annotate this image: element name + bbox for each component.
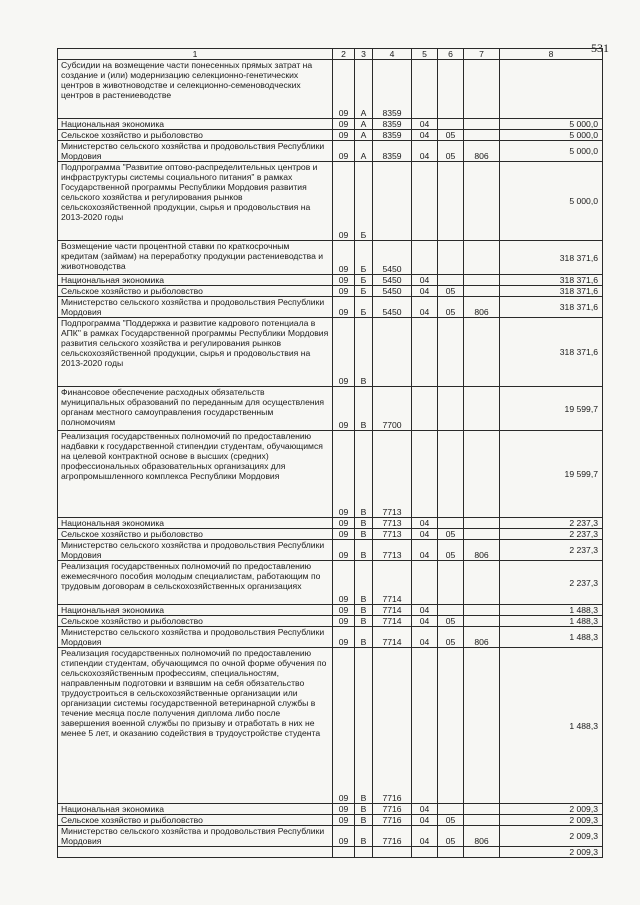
row-code-3: В	[355, 804, 373, 815]
row-code-5: 04	[412, 119, 438, 130]
row-name: Министерство сельского хозяйства и продовольствия Республики Мордовия	[58, 826, 333, 847]
row-code-4: 7716	[373, 804, 412, 815]
row-code-5: 04	[412, 297, 438, 318]
row-name: Сельское хозяйство и рыболовство	[58, 616, 333, 627]
row-code-2: 09	[333, 119, 355, 130]
row-code-7	[464, 804, 500, 815]
row-name: Реализация государственных полномочий по предоставлению ежемесячного пособия молодым специалистам, работающим по трудовым договорам в сельскохозяйственных организациях	[58, 561, 333, 605]
row-code-3: В	[355, 648, 373, 804]
row-code-7: 806	[464, 540, 500, 561]
row-code-5: 04	[412, 804, 438, 815]
table-row	[58, 616, 603, 627]
row-code-2: 09	[333, 605, 355, 616]
row-name: Национальная экономика	[58, 119, 333, 130]
row-code-3: В	[355, 616, 373, 627]
row-amount: 318 371,6	[500, 275, 603, 286]
row-code-2: 09	[333, 297, 355, 318]
row-code-3: В	[355, 540, 373, 561]
row-code-5	[412, 561, 438, 605]
row-name: Субсидии на возмещение части понесенных прямых затрат на создание и (или) модернизацию селекционно-генетических центров в животноводстве и селекционно-семеноводческих центров в растениеводстве	[58, 60, 333, 119]
table-row	[58, 648, 603, 804]
row-code-4	[373, 318, 412, 387]
row-amount: 5 000,0	[500, 130, 603, 141]
row-code-7	[464, 241, 500, 275]
row-code-5: 04	[412, 605, 438, 616]
table-row	[58, 241, 603, 275]
row-code-6: 05	[438, 815, 464, 826]
row-amount: 2 237,3	[500, 540, 603, 561]
row-code-4: 5450	[373, 297, 412, 318]
row-amount: 5 000,0	[500, 141, 603, 162]
table-row	[58, 275, 603, 286]
table-row	[58, 162, 603, 241]
row-code-6	[438, 119, 464, 130]
row-code-5: 04	[412, 529, 438, 540]
row-name: Сельское хозяйство и рыболовство	[58, 529, 333, 540]
table-row	[58, 141, 603, 162]
row-amount	[500, 60, 603, 119]
row-code-3: А	[355, 130, 373, 141]
row-amount: 2 009,3	[500, 847, 603, 858]
row-code-5: 04	[412, 130, 438, 141]
row-code-6	[438, 60, 464, 119]
column-header: 2	[333, 49, 355, 60]
row-code-7	[464, 130, 500, 141]
row-amount: 5 000,0	[500, 119, 603, 130]
column-header: 6	[438, 49, 464, 60]
row-code-7	[464, 605, 500, 616]
table-row	[58, 529, 603, 540]
table-row	[58, 297, 603, 318]
row-amount: 5 000,0	[500, 162, 603, 241]
row-code-2: 09	[333, 431, 355, 518]
table-row	[58, 540, 603, 561]
row-code-7	[464, 847, 500, 858]
row-amount: 19 599,7	[500, 387, 603, 431]
row-code-7: 806	[464, 627, 500, 648]
row-code-4	[373, 847, 412, 858]
row-code-4: 7713	[373, 540, 412, 561]
row-code-2: 09	[333, 286, 355, 297]
row-code-6	[438, 605, 464, 616]
row-code-2: 09	[333, 518, 355, 529]
row-code-6: 05	[438, 297, 464, 318]
row-amount: 2 237,3	[500, 529, 603, 540]
row-code-2: 09	[333, 130, 355, 141]
row-amount: 318 371,6	[500, 241, 603, 275]
row-code-4: 8359	[373, 130, 412, 141]
row-amount: 1 488,3	[500, 616, 603, 627]
row-code-4: 7700	[373, 387, 412, 431]
row-amount: 2 237,3	[500, 561, 603, 605]
row-code-6: 05	[438, 627, 464, 648]
row-code-3: В	[355, 318, 373, 387]
table-row	[58, 387, 603, 431]
row-code-2	[333, 847, 355, 858]
table-row	[58, 518, 603, 529]
row-code-3: А	[355, 141, 373, 162]
row-name: Реализация государственных полномочий по предоставлению надбавки к государственной стипендии студентам, обучающимся на целевой контрактной основе в высших (средних) профессиональных образовательных организациях для агропромышленного комплекса Республики Мордовия	[58, 431, 333, 518]
row-code-2: 09	[333, 815, 355, 826]
row-code-5	[412, 431, 438, 518]
row-name: Возмещение части процентной ставки по краткосрочным кредитам (займам) на переработку продукции растениеводства и животноводства	[58, 241, 333, 275]
table-row	[58, 119, 603, 130]
column-header: 8	[500, 49, 603, 60]
row-code-4: 8359	[373, 141, 412, 162]
row-amount: 19 599,7	[500, 431, 603, 518]
page-number: 531	[591, 41, 609, 55]
row-code-6: 05	[438, 130, 464, 141]
row-code-3: В	[355, 627, 373, 648]
row-code-3: В	[355, 605, 373, 616]
row-amount: 1 488,3	[500, 648, 603, 804]
row-name: Сельское хозяйство и рыболовство	[58, 815, 333, 826]
row-amount: 2 009,3	[500, 804, 603, 815]
row-code-3: В	[355, 826, 373, 847]
row-name: Министерство сельского хозяйства и продовольствия Республики Мордовия	[58, 540, 333, 561]
table-row	[58, 804, 603, 815]
row-code-4: 7713	[373, 518, 412, 529]
row-code-6: 05	[438, 616, 464, 627]
row-name	[58, 847, 333, 858]
column-header: 1	[58, 49, 333, 60]
row-code-6	[438, 518, 464, 529]
table-row	[58, 561, 603, 605]
row-name: Министерство сельского хозяйства и продовольствия Республики Мордовия	[58, 141, 333, 162]
row-code-2: 09	[333, 648, 355, 804]
row-code-4: 7716	[373, 826, 412, 847]
column-header: 4	[373, 49, 412, 60]
table-row	[58, 815, 603, 826]
row-code-5	[412, 60, 438, 119]
row-code-5	[412, 387, 438, 431]
row-code-2: 09	[333, 60, 355, 119]
row-code-6	[438, 804, 464, 815]
table-row	[58, 286, 603, 297]
row-amount: 2 009,3	[500, 815, 603, 826]
row-code-5: 04	[412, 518, 438, 529]
table-row	[58, 130, 603, 141]
table-row	[58, 605, 603, 616]
row-code-4: 7713	[373, 529, 412, 540]
row-code-7	[464, 431, 500, 518]
row-code-4: 5450	[373, 241, 412, 275]
row-code-6	[438, 648, 464, 804]
row-code-4: 5450	[373, 275, 412, 286]
row-code-5	[412, 648, 438, 804]
row-code-4: 7714	[373, 616, 412, 627]
table-row	[58, 826, 603, 847]
row-code-7	[464, 162, 500, 241]
row-code-5	[412, 318, 438, 387]
row-code-7: 806	[464, 826, 500, 847]
row-code-6: 05	[438, 141, 464, 162]
row-code-2: 09	[333, 561, 355, 605]
row-name: Сельское хозяйство и рыболовство	[58, 286, 333, 297]
column-header: 7	[464, 49, 500, 60]
row-code-5: 04	[412, 286, 438, 297]
row-name: Реализация государственных полномочий по предоставлению стипендии студентам, обучающимся по очной форме обучения по сельскохозяйственным профессиям, специальностям, направленным подготовки и взявшим на себя обязательство трудоустроиться в сельскохозяйственные организации или организации системы государственной ветеринарной службы в течение месяца после получения диплома либо после завершения военной службы по призыву и отработать в них не менее 5 лет, и оказанию содействия в трудоустройстве студента	[58, 648, 333, 804]
row-code-2: 09	[333, 162, 355, 241]
row-code-5: 04	[412, 540, 438, 561]
row-code-6	[438, 275, 464, 286]
row-code-6: 05	[438, 286, 464, 297]
row-code-7	[464, 286, 500, 297]
row-code-4: 5450	[373, 286, 412, 297]
row-code-6	[438, 241, 464, 275]
row-code-5: 04	[412, 275, 438, 286]
table-row	[58, 847, 603, 858]
row-code-4: 7714	[373, 561, 412, 605]
row-code-6	[438, 162, 464, 241]
row-code-7	[464, 518, 500, 529]
row-code-7	[464, 616, 500, 627]
row-code-2: 09	[333, 616, 355, 627]
row-code-6: 05	[438, 529, 464, 540]
row-code-7	[464, 387, 500, 431]
table-row	[58, 318, 603, 387]
row-code-5: 04	[412, 616, 438, 627]
row-code-6	[438, 847, 464, 858]
row-code-6: 05	[438, 540, 464, 561]
row-name: Национальная экономика	[58, 275, 333, 286]
row-code-3: В	[355, 815, 373, 826]
row-code-4: 8359	[373, 119, 412, 130]
row-code-2: 09	[333, 804, 355, 815]
row-code-7: 806	[464, 141, 500, 162]
row-code-5	[412, 847, 438, 858]
row-code-4: 7714	[373, 605, 412, 616]
row-code-7	[464, 648, 500, 804]
row-code-5: 04	[412, 141, 438, 162]
table-row	[58, 431, 603, 518]
row-code-2: 09	[333, 627, 355, 648]
row-code-5: 04	[412, 815, 438, 826]
row-code-7	[464, 561, 500, 605]
row-code-2: 09	[333, 275, 355, 286]
row-code-7	[464, 60, 500, 119]
row-code-5: 04	[412, 826, 438, 847]
row-name: Национальная экономика	[58, 605, 333, 616]
row-amount: 318 371,6	[500, 297, 603, 318]
row-code-3: Б	[355, 162, 373, 241]
row-code-7	[464, 318, 500, 387]
table-row	[58, 627, 603, 648]
column-header: 3	[355, 49, 373, 60]
row-name: Подпрограмма "Поддержка и развитие кадрового потенциала в АПК" в рамках Государственной программы Республики Мордовия развития сельского хозяйства и регулирования рынков сельскохозяйственной продукции, сырья и продовольствия на 2013-2020 годы	[58, 318, 333, 387]
row-code-3: Б	[355, 297, 373, 318]
row-code-3: Б	[355, 286, 373, 297]
row-amount: 318 371,6	[500, 286, 603, 297]
row-amount: 1 488,3	[500, 605, 603, 616]
row-amount: 2 009,3	[500, 826, 603, 847]
row-code-6	[438, 318, 464, 387]
row-code-3: А	[355, 60, 373, 119]
row-code-2: 09	[333, 387, 355, 431]
row-code-3	[355, 847, 373, 858]
row-name: Национальная экономика	[58, 518, 333, 529]
row-code-2: 09	[333, 540, 355, 561]
row-code-7	[464, 275, 500, 286]
row-code-4: 8359	[373, 60, 412, 119]
row-amount: 1 488,3	[500, 627, 603, 648]
row-code-6	[438, 561, 464, 605]
column-header: 5	[412, 49, 438, 60]
row-code-2: 09	[333, 141, 355, 162]
row-name: Министерство сельского хозяйства и продовольствия Республики Мордовия	[58, 627, 333, 648]
row-name: Министерство сельского хозяйства и продовольствия Республики Мордовия	[58, 297, 333, 318]
budget-table	[57, 48, 603, 858]
row-code-4	[373, 162, 412, 241]
row-amount: 2 237,3	[500, 518, 603, 529]
row-code-4: 7714	[373, 627, 412, 648]
row-code-6: 05	[438, 826, 464, 847]
row-code-4: 7716	[373, 815, 412, 826]
row-code-7	[464, 529, 500, 540]
row-name: Подпрограмма "Развитие оптово-распределительных центров и инфраструктуры системы социального питания" в рамках Государственной программы Республики Мордовия развития сельского хозяйства и регулирования рынков сельскохозяйственной продукции, сырья и продовольствия на 2013-2020 годы	[58, 162, 333, 241]
row-code-3: В	[355, 431, 373, 518]
row-code-3: В	[355, 529, 373, 540]
row-code-2: 09	[333, 529, 355, 540]
row-code-4: 7716	[373, 648, 412, 804]
row-code-5	[412, 241, 438, 275]
row-name: Сельское хозяйство и рыболовство	[58, 130, 333, 141]
row-code-3: В	[355, 518, 373, 529]
row-code-2: 09	[333, 318, 355, 387]
table-row	[58, 60, 603, 119]
row-code-7	[464, 119, 500, 130]
row-code-5: 04	[412, 627, 438, 648]
row-code-3: Б	[355, 241, 373, 275]
row-code-6	[438, 431, 464, 518]
row-code-3: В	[355, 387, 373, 431]
row-code-4: 7713	[373, 431, 412, 518]
row-code-2: 09	[333, 826, 355, 847]
row-name: Финансовое обеспечение расходных обязательств муниципальных образований по переданным для осуществления органам местного самоуправления государственным полномочиям	[58, 387, 333, 431]
row-code-7	[464, 815, 500, 826]
row-code-2: 09	[333, 241, 355, 275]
row-code-3: В	[355, 561, 373, 605]
row-code-5	[412, 162, 438, 241]
row-code-7: 806	[464, 297, 500, 318]
row-code-6	[438, 387, 464, 431]
row-amount: 318 371,6	[500, 318, 603, 387]
header-row	[58, 49, 603, 60]
row-code-3: Б	[355, 275, 373, 286]
row-name: Национальная экономика	[58, 804, 333, 815]
row-code-3: А	[355, 119, 373, 130]
